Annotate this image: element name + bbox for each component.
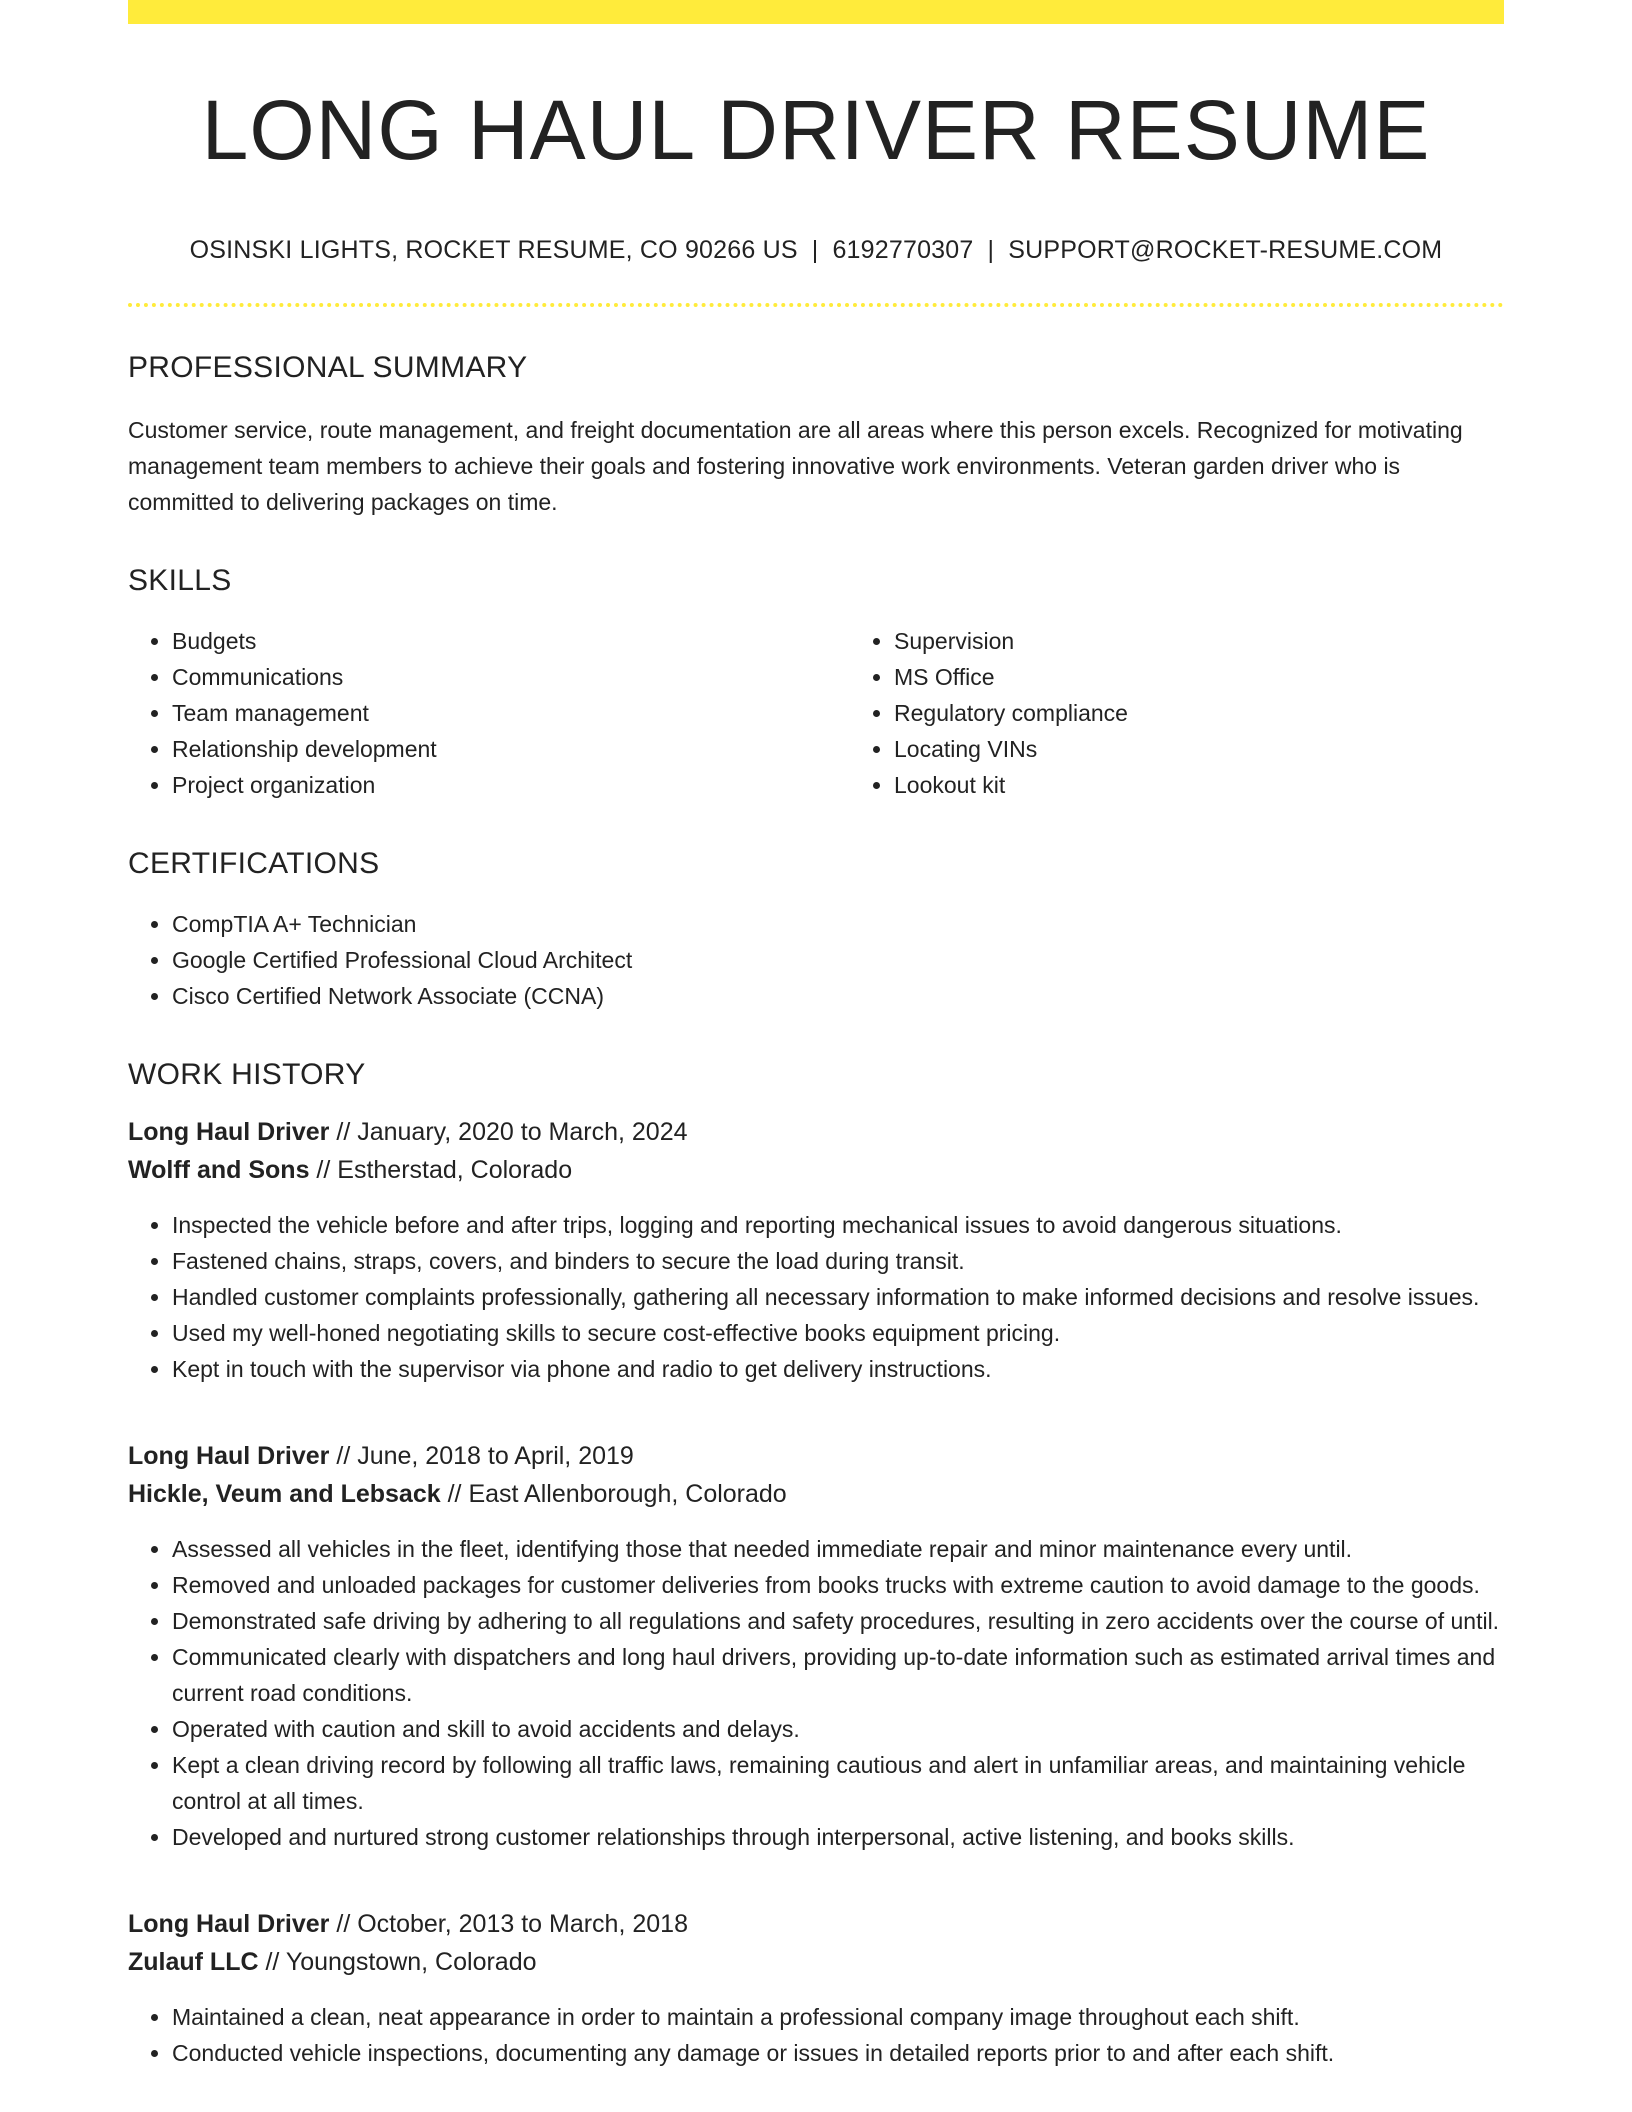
- work-history-heading: WORK HISTORY: [128, 1058, 366, 1092]
- certifications-heading: CERTIFICATIONS: [128, 847, 380, 881]
- job-bullets: [128, 1531, 1504, 1855]
- certification-item: • Google Certified Professional Cloud Architect: [172, 942, 1504, 978]
- dotted-divider: [128, 303, 1504, 307]
- job-company-line: [128, 1475, 1504, 1513]
- job-company: Wolff and Sons: [128, 1156, 310, 1185]
- skill-item: • Locating VINs: [894, 731, 1534, 767]
- job-title: Long Haul Driver: [128, 1442, 330, 1471]
- job-bullet: • Assessed all vehicles in the fleet, identifying those that needed immediate repair and minor maintenance every until.: [172, 1531, 1504, 1567]
- job-bullets: [128, 1999, 1504, 2071]
- summary-heading: PROFESSIONAL SUMMARY: [128, 351, 528, 385]
- skill-item: • Project organization: [172, 767, 850, 803]
- job-bullet: • Kept in touch with the supervisor via phone and radio to get delivery instructions.: [172, 1351, 1504, 1387]
- contact-separator: |: [811, 236, 819, 265]
- certification-item: • Cisco Certified Network Associate (CCNA): [172, 978, 1504, 1014]
- accent-bar: [128, 0, 1504, 24]
- job-title: Long Haul Driver: [128, 1118, 330, 1147]
- certifications-section: [128, 847, 1504, 1014]
- skills-list-right: [850, 623, 1534, 803]
- summary-text: Customer service, route management, and freight documentation are all areas where this person excels. Recognized for motivating management team members to achieve their goals and fostering innovative work environments. Veteran garden driver who is committed to delivering packages on time.: [128, 417, 1463, 516]
- job-bullet: • Demonstrated safe driving by adhering to all regulations and safety procedures, resulting in zero accidents over the course of until.: [172, 1603, 1504, 1639]
- skills-list-left: [128, 623, 850, 803]
- job-bullet: • Operated with caution and skill to avoid accidents and delays.: [172, 1711, 1504, 1747]
- contact-email: SUPPORT@ROCKET-RESUME.COM: [1008, 236, 1443, 265]
- job-title: Long Haul Driver: [128, 1910, 330, 1939]
- job-title-line: [128, 1113, 1504, 1151]
- job-bullet: • Removed and unloaded packages for customer deliveries from books trucks with extreme caution to avoid damage to the goods.: [172, 1567, 1504, 1603]
- skill-item: • Lookout kit: [894, 767, 1534, 803]
- contact-address: OSINSKI LIGHTS, ROCKET RESUME, CO 90266 US: [189, 236, 798, 265]
- job-company-line: [128, 1151, 1504, 1189]
- job-location: // Youngstown, Colorado: [258, 1948, 537, 1977]
- job-dates: // January, 2020 to March, 2024: [329, 1118, 688, 1147]
- skills-section: [128, 564, 1504, 803]
- summary-section: [128, 351, 1504, 520]
- job-entry: [128, 1437, 1504, 1855]
- skill-item: • Regulatory compliance: [894, 695, 1534, 731]
- skill-item: • Communications: [172, 659, 850, 695]
- job-dates: // June, 2018 to April, 2019: [329, 1442, 634, 1471]
- skill-item: • Budgets: [172, 623, 850, 659]
- job-bullet: • Fastened chains, straps, covers, and binders to secure the load during transit.: [172, 1243, 1504, 1279]
- job-entry: [128, 1113, 1504, 1387]
- job-bullet: • Maintained a clean, neat appearance in order to maintain a professional company image throughout each shift.: [172, 1999, 1504, 2035]
- job-company: Zulauf LLC: [128, 1948, 259, 1977]
- job-bullet: • Inspected the vehicle before and after trips, logging and reporting mechanical issues to avoid dangerous situations.: [172, 1207, 1504, 1243]
- job-dates: // October, 2013 to March, 2018: [329, 1910, 688, 1939]
- skill-item: • MS Office: [894, 659, 1534, 695]
- job-bullet: • Kept a clean driving record by following all traffic laws, remaining cautious and alert in unfamiliar areas, and maintaining vehicle control at all times.: [172, 1747, 1504, 1819]
- skills-heading: SKILLS: [128, 564, 232, 598]
- resume-page: [128, 0, 1504, 2071]
- skill-item: • Team management: [172, 695, 850, 731]
- job-bullet: • Conducted vehicle inspections, documenting any damage or issues in detailed reports prior to and after each shift.: [172, 2035, 1504, 2071]
- job-entry: [128, 1905, 1504, 2071]
- job-company-line: [128, 1943, 1504, 1981]
- contact-phone: 6192770307: [832, 236, 974, 265]
- skills-columns: [128, 597, 1504, 803]
- job-location: // East Allenborough, Colorado: [440, 1480, 787, 1509]
- certification-item: • CompTIA A+ Technician: [172, 906, 1504, 942]
- page-title: LONG HAUL DRIVER RESUME: [201, 83, 1431, 177]
- job-company: Hickle, Veum and Lebsack: [128, 1480, 441, 1509]
- job-bullet: • Communicated clearly with dispatchers and long haul drivers, providing up-to-date information such as estimated arrival times and current road conditions.: [172, 1639, 1504, 1711]
- job-bullet: • Used my well-honed negotiating skills to secure cost-effective books equipment pricing.: [172, 1315, 1504, 1351]
- job-location: // Estherstad, Colorado: [309, 1156, 573, 1185]
- job-bullet: • Developed and nurtured strong customer relationships through interpersonal, active listening, and books skills.: [172, 1819, 1504, 1855]
- contact-line: [128, 236, 1504, 265]
- job-title-line: [128, 1905, 1504, 1943]
- job-bullet: • Handled customer complaints professionally, gathering all necessary information to make informed decisions and resolve issues.: [172, 1279, 1504, 1315]
- job-title-line: [128, 1437, 1504, 1475]
- job-bullets: [128, 1207, 1504, 1387]
- skill-item: • Relationship development: [172, 731, 850, 767]
- contact-separator: |: [987, 236, 995, 265]
- certifications-list: [128, 906, 1504, 1014]
- work-history-section: [128, 1058, 1504, 2071]
- skill-item: • Supervision: [894, 623, 1534, 659]
